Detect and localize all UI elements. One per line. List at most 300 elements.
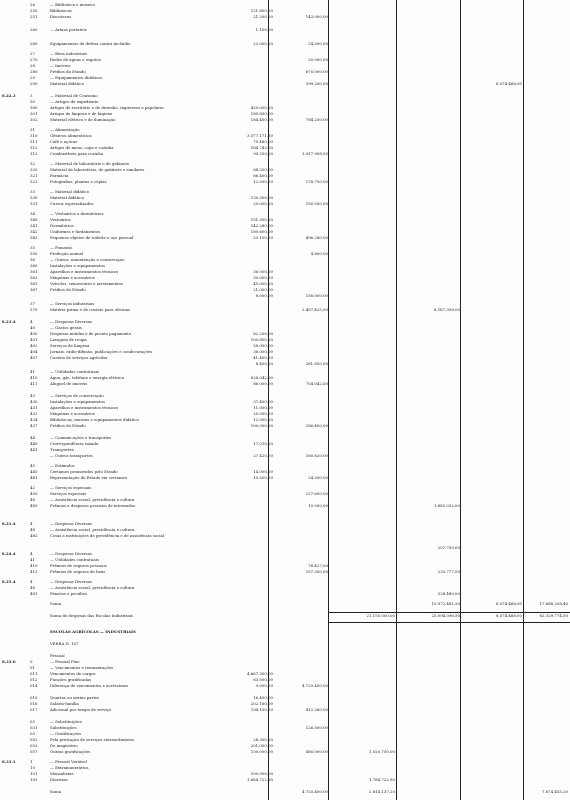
ledger-row bbox=[0, 630, 570, 635]
total-rule-bottom bbox=[328, 622, 570, 623]
amount-c1: 63.000,00 bbox=[253, 677, 273, 682]
ledger-row bbox=[0, 356, 570, 361]
item-description: Máquinas e acessórios bbox=[50, 275, 95, 280]
item-description: Produção animal bbox=[50, 251, 84, 256]
item-code: 017 bbox=[30, 707, 38, 712]
item-code: 440 bbox=[30, 469, 38, 474]
amount-c2: 3.917.908,50 bbox=[302, 151, 328, 156]
amount-c1: 201.000,00 bbox=[250, 743, 273, 748]
amount-c1: 12.000,00 bbox=[253, 417, 273, 422]
ledger-row bbox=[0, 726, 570, 731]
item-description: Pela prestação de serviços extraordinários bbox=[50, 737, 134, 742]
item-description: Fotografias, plantas e cópias bbox=[50, 179, 107, 184]
item-description: Transportes bbox=[50, 447, 74, 452]
item-description: Farmácia bbox=[50, 173, 69, 178]
item-description: Equipamentos de defesa contra incêndio bbox=[50, 41, 131, 46]
item-code: 053 bbox=[30, 743, 38, 748]
item-description: Jornais, rádio-difusão, publicações e condecorações bbox=[50, 349, 153, 354]
item-code: 1 bbox=[30, 759, 33, 764]
amount-c2: 2.497.425,00 bbox=[302, 307, 328, 312]
ledger-row bbox=[0, 3, 570, 8]
amount-c1: 21.200,00 bbox=[253, 14, 273, 19]
ledger-row bbox=[0, 750, 570, 755]
amount-c2: 4.720.400,00 bbox=[302, 789, 328, 794]
amount-c1: 151.300,00 bbox=[250, 217, 273, 222]
amount-c6: 62.329.774,50 bbox=[539, 613, 568, 618]
amount-c1: 189.600,00 bbox=[250, 229, 273, 234]
item-code: 401 bbox=[30, 337, 38, 342]
item-description: Aparelhos e instrumentos técnicos bbox=[50, 405, 119, 410]
item-code: 4 bbox=[30, 579, 33, 584]
item-code: 300 bbox=[30, 105, 38, 110]
amount-c1: 99.550,00 bbox=[253, 151, 273, 156]
item-code: 485 bbox=[30, 503, 38, 508]
item-description: Aluguel de imóveis bbox=[50, 381, 88, 386]
item-code: 313 bbox=[30, 151, 38, 156]
item-description: Soma bbox=[50, 789, 62, 794]
amount-c1: 14.000,00 bbox=[253, 469, 273, 474]
item-code: 362 bbox=[30, 275, 38, 280]
item-code: 361 bbox=[30, 269, 38, 274]
ledger-row bbox=[0, 602, 570, 607]
item-code: 402 bbox=[30, 343, 38, 348]
ledger-row bbox=[0, 288, 570, 293]
item-code: 48 bbox=[30, 527, 35, 532]
item-description: De magistério bbox=[50, 743, 78, 748]
amount-c1: 100.800,00 bbox=[250, 337, 273, 342]
item-description: Substituições bbox=[50, 725, 77, 730]
item-code: 251 bbox=[30, 14, 38, 19]
item-description: — Comunicações e transportes bbox=[50, 435, 112, 440]
amount-c1: 16.400,00 bbox=[253, 695, 273, 700]
item-code: 057 bbox=[30, 749, 38, 754]
item-code: 290 bbox=[30, 81, 38, 86]
ledger-row bbox=[0, 454, 570, 459]
section-code: 8.25.4 bbox=[2, 579, 16, 584]
amount-c2: 150.500,00 bbox=[305, 201, 328, 206]
item-code: 432 bbox=[30, 411, 38, 416]
item-code: 10 bbox=[30, 765, 35, 770]
item-code: 360 bbox=[30, 263, 38, 268]
item-code: 48 bbox=[30, 497, 35, 502]
item-description: Vencimentos de cargos bbox=[50, 671, 96, 676]
item-description: Material didático bbox=[50, 195, 84, 200]
item-description: Quartas ou sextas partes bbox=[50, 695, 100, 700]
item-description: Instalações e equipamentos bbox=[50, 263, 105, 268]
ledger-row bbox=[0, 442, 570, 447]
item-code: 331 bbox=[30, 201, 38, 206]
amount-c1: 100.000,00 bbox=[250, 771, 273, 776]
ledger-row bbox=[0, 738, 570, 743]
item-code: 301 bbox=[30, 111, 38, 116]
item-code: 28 bbox=[30, 63, 35, 68]
item-description: Artigos de limpeza e de higiene bbox=[50, 111, 113, 116]
amount-c1: 4.667.300,00 bbox=[247, 671, 273, 676]
amount-c2: 4.800,00 bbox=[310, 251, 328, 256]
ledger-row bbox=[0, 168, 570, 173]
ledger-row bbox=[0, 212, 570, 217]
item-code: 400 bbox=[30, 331, 38, 336]
item-description: Prédios do Estado bbox=[50, 423, 86, 428]
item-description: Artigos de escritório e de desenho, impressos e papelaria bbox=[50, 105, 164, 110]
amount-c4: 207.750,00 bbox=[437, 545, 460, 550]
item-description: Combustíveis para cozinha bbox=[50, 151, 104, 156]
item-description: Dormitórios bbox=[50, 223, 74, 228]
amount-c1: 23.000,00 bbox=[253, 41, 273, 46]
item-description: — Substituições bbox=[50, 719, 82, 724]
section-code: 8.21.4 bbox=[2, 521, 16, 526]
amount-c1: 130.500,00 bbox=[250, 195, 273, 200]
amount-c1: 20.000,00 bbox=[253, 201, 273, 206]
item-description: — Extranumerários bbox=[50, 765, 89, 770]
item-code: 4 bbox=[30, 551, 33, 556]
item-description: Lavagem de roupa bbox=[50, 337, 87, 342]
ledger-row bbox=[0, 76, 570, 81]
item-code: 437 bbox=[30, 423, 38, 428]
ledger-row bbox=[0, 534, 570, 539]
item-description: — Serviços de conservação bbox=[50, 393, 104, 398]
amount-c1: 36.000,00 bbox=[253, 349, 273, 354]
amount-c1: 88.200,00 bbox=[253, 167, 273, 172]
amount-c1: 628.042,00 bbox=[250, 375, 273, 380]
item-description: Vestuários bbox=[50, 217, 71, 222]
item-code: 015 bbox=[30, 695, 38, 700]
item-description: Cursos especializados bbox=[50, 201, 94, 206]
item-code: 43 bbox=[30, 393, 35, 398]
item-description: Prêmios e despesas pessoais de internados bbox=[50, 503, 136, 508]
item-description: Pessoal bbox=[50, 653, 65, 658]
amount-c1: 184.400,00 bbox=[250, 117, 273, 122]
amount-c3: 1.784.722,90 bbox=[369, 777, 395, 782]
ledger-row bbox=[0, 42, 570, 47]
item-description: Custeio de serviços agrícolas bbox=[50, 355, 108, 360]
item-code: 410 bbox=[30, 375, 38, 380]
item-code: 30 bbox=[30, 99, 35, 104]
ledger-row bbox=[0, 696, 570, 701]
amount-c1: 100.000,00 bbox=[250, 423, 273, 428]
amount-c1: 86.400,00 bbox=[253, 173, 273, 178]
item-description: Prédios do Estado bbox=[50, 69, 86, 74]
item-description: Soma bbox=[50, 601, 62, 606]
amount-c2: 286.400,00 bbox=[305, 423, 328, 428]
item-description: — Imóveis bbox=[50, 63, 71, 68]
amount-c2: 704.042,00 bbox=[305, 381, 328, 386]
item-description: — Gastos gerais bbox=[50, 325, 82, 330]
amount-c2: 160.620,00 bbox=[305, 453, 328, 458]
ledger-row bbox=[0, 684, 570, 689]
item-description: — Despesas Diversas bbox=[50, 319, 92, 324]
item-description: Correspondência taxada bbox=[50, 441, 99, 446]
item-description: — Biblioteca e museus bbox=[50, 2, 95, 7]
item-code: 34 bbox=[30, 211, 35, 216]
item-code: 103 bbox=[30, 777, 38, 782]
item-description: — Material didático bbox=[50, 189, 90, 194]
item-code: 01 bbox=[30, 665, 35, 670]
item-code: 4 bbox=[30, 319, 33, 324]
ledger-row bbox=[0, 294, 570, 299]
amount-c2: 399.200,00 bbox=[305, 81, 328, 86]
ledger-row bbox=[0, 720, 570, 725]
item-code: 431 bbox=[30, 405, 38, 410]
ledger-row bbox=[0, 504, 570, 509]
amount-c5: 6.574.468,00 bbox=[496, 81, 522, 86]
item-description: — Serviços especiais bbox=[50, 485, 92, 490]
item-code: 42 bbox=[30, 485, 35, 490]
ledger-row bbox=[0, 15, 570, 20]
amount-c1: 420.000,00 bbox=[250, 105, 273, 110]
ledger-row bbox=[0, 236, 570, 241]
item-code: 410 bbox=[30, 563, 38, 568]
item-description: — Vencimentos e remunerações bbox=[50, 665, 114, 670]
amount-c1: 164.743,00 bbox=[250, 145, 273, 150]
item-description: — Assistência social, previdência e cultura bbox=[50, 497, 135, 502]
ledger-row bbox=[0, 766, 570, 771]
amount-c2: 261.850,00 bbox=[305, 361, 328, 366]
ledger-row bbox=[0, 218, 570, 223]
item-description: Material de laboratório, de gabinete e similares bbox=[50, 167, 145, 172]
amount-c2: 4.720.400,00 bbox=[302, 683, 328, 688]
item-description: — Assistência social, previdência e cultura bbox=[50, 527, 135, 532]
item-code: 343 bbox=[30, 235, 38, 240]
item-code: 27 bbox=[30, 51, 35, 56]
item-code: 03 bbox=[30, 719, 35, 724]
section-code: 8.33.0 bbox=[2, 659, 16, 664]
item-description: Bibliotecas bbox=[50, 8, 72, 13]
amount-c1: 142.280,00 bbox=[250, 223, 273, 228]
amount-c5: 6.574.468,00 bbox=[496, 601, 522, 606]
item-code: 40 bbox=[30, 325, 35, 330]
amount-c1: 27.420,00 bbox=[253, 453, 273, 458]
ledger-row bbox=[0, 424, 570, 429]
amount-c1: 8.000,00 bbox=[255, 293, 273, 298]
item-code: 45 bbox=[30, 463, 35, 468]
amount-c4: 10.972.481,50 bbox=[431, 601, 460, 606]
item-description: Prêmios de seguros pessoais bbox=[50, 563, 107, 568]
item-description: — Material de laboratório e de gabinete bbox=[50, 161, 130, 166]
ledger-row bbox=[0, 152, 570, 157]
ledger-row bbox=[0, 592, 570, 597]
item-code: 012 bbox=[30, 677, 38, 682]
item-description: Pensões e pecúlios bbox=[50, 591, 87, 596]
amount-c1: 82.200,00 bbox=[253, 331, 273, 336]
amount-c2: 178.750,00 bbox=[305, 179, 328, 184]
amount-c1: 58.950,00 bbox=[253, 343, 273, 348]
amount-c2: 480.000,00 bbox=[305, 749, 328, 754]
item-description: — Despesas Diversas bbox=[50, 551, 92, 556]
item-description: Adicional por tempo de serviço bbox=[50, 707, 112, 712]
amount-c1: 12.000,00 bbox=[253, 179, 273, 184]
item-description: Cotas a instituições de previdência e de assistência social bbox=[50, 533, 165, 538]
amount-c2: 157.350,00 bbox=[305, 569, 328, 574]
ledger-row bbox=[0, 476, 570, 481]
item-code: 322 bbox=[30, 179, 38, 184]
item-description: — Alimentação bbox=[50, 127, 80, 132]
item-code: 41 bbox=[30, 557, 35, 562]
item-code: 052 bbox=[30, 737, 38, 742]
amount-c4: 528.480,00 bbox=[437, 591, 460, 596]
amount-c2: 784.250,00 bbox=[305, 117, 328, 122]
item-description: — Despesas Diversas bbox=[50, 579, 92, 584]
item-description: — Outros, manutenção e conservação bbox=[50, 257, 125, 262]
item-description: Prêmios de seguros de bens bbox=[50, 569, 106, 574]
item-code: 48 bbox=[30, 585, 35, 590]
item-code: 413 bbox=[30, 569, 38, 574]
ledger-row bbox=[0, 790, 570, 795]
amount-c1: 150.000,00 bbox=[250, 749, 273, 754]
item-code: 37 bbox=[30, 301, 35, 306]
item-description: Água, gás, telefone e energia elétrica bbox=[50, 375, 124, 380]
amount-c2: 227.600,00 bbox=[305, 491, 328, 496]
item-code: 31 bbox=[30, 127, 35, 132]
amount-c2: 20.000,00 bbox=[308, 57, 328, 62]
item-description: Certames promovidos pelo Estado bbox=[50, 469, 118, 474]
item-code: 350 bbox=[30, 251, 38, 256]
amount-c1: 1.100,00 bbox=[255, 27, 273, 32]
ledger-row bbox=[0, 58, 570, 63]
item-code: 0 bbox=[30, 659, 33, 664]
item-code: 312 bbox=[30, 145, 38, 150]
item-description: — Bens industriais bbox=[50, 51, 87, 56]
section-code: 8.33.1 bbox=[2, 759, 16, 764]
item-description: Uniformes e fardamentos bbox=[50, 229, 101, 234]
amount-c1: 202.160,00 bbox=[250, 701, 273, 706]
item-code: 280 bbox=[30, 69, 38, 74]
item-description: Bibliotecas, museus e equipamentos didático bbox=[50, 417, 139, 422]
item-description: — Gratificações bbox=[50, 731, 82, 736]
amount-c1: 194.100,00 bbox=[250, 707, 273, 712]
item-description: Café e açúcar bbox=[50, 139, 78, 144]
item-code: 341 bbox=[30, 223, 38, 228]
ledger-row bbox=[0, 9, 570, 14]
amount-c1: 17.010,00 bbox=[253, 441, 273, 446]
item-description: Gêneros alimentícios bbox=[50, 133, 92, 138]
ledger-row bbox=[0, 772, 570, 777]
item-code: 430 bbox=[30, 399, 38, 404]
item-code: 4 bbox=[30, 521, 33, 526]
amount-c1: 3.577.171,50 bbox=[247, 133, 273, 138]
item-code: 321 bbox=[30, 173, 38, 178]
item-code: 26 bbox=[30, 2, 35, 7]
item-description: Salário-família bbox=[50, 701, 79, 706]
item-description: — Outros transportes bbox=[50, 453, 93, 458]
amount-c1: 25.000,00 bbox=[253, 411, 273, 416]
ledger-row bbox=[0, 180, 570, 185]
item-code: 441 bbox=[30, 447, 38, 452]
item-code: 33 bbox=[30, 189, 35, 194]
item-code: 05 bbox=[30, 731, 35, 736]
ledger-row bbox=[0, 570, 570, 575]
ledger-row bbox=[0, 246, 570, 251]
ledger-row bbox=[0, 320, 570, 325]
item-description: Instalações e equipamentos bbox=[50, 399, 105, 404]
item-description: — Equipamentos didáticos bbox=[50, 75, 103, 80]
item-description: — Estímulos bbox=[50, 463, 75, 468]
item-code: 440 bbox=[30, 441, 38, 446]
ledger-row bbox=[0, 362, 570, 367]
amount-c1: 30.000,00 bbox=[253, 275, 273, 280]
item-description: Serviços de limpeza bbox=[50, 343, 90, 348]
amount-c2: 158.000,00 bbox=[305, 293, 328, 298]
amount-c4: 8.187.358,00 bbox=[434, 307, 460, 312]
item-description: VERBA N. 107 bbox=[50, 641, 79, 646]
item-description: Diferença de vencimentos e acréscimos bbox=[50, 683, 129, 688]
item-code: 014 bbox=[30, 683, 38, 688]
amount-c3: 2.814.137,20 bbox=[369, 789, 395, 794]
amount-c1: 9.000,00 bbox=[255, 683, 273, 688]
item-description: Redes de águas e esgotos bbox=[50, 57, 101, 62]
item-code: 41 bbox=[30, 369, 35, 374]
amount-c1: 36.000,00 bbox=[253, 269, 273, 274]
item-code: 450 bbox=[30, 491, 38, 496]
amount-c3: 1.020.750,00 bbox=[369, 749, 395, 754]
item-description: — Pessoal Variável bbox=[50, 759, 87, 764]
item-code: 101 bbox=[30, 771, 38, 776]
ledger-row bbox=[0, 642, 570, 647]
amount-c3: 21.155.000,00 bbox=[366, 613, 395, 618]
item-description: Outras gratificações bbox=[50, 749, 91, 754]
ledger-row bbox=[0, 134, 570, 139]
item-description: Material didático bbox=[50, 81, 84, 86]
amount-c2: 670.000,00 bbox=[305, 69, 328, 74]
item-description: — Armas portateis bbox=[50, 27, 87, 32]
ledger-row bbox=[0, 28, 570, 33]
amount-c2: 76.427,00 bbox=[308, 563, 328, 568]
item-code: 250 bbox=[30, 8, 38, 13]
amount-c6: 7.674.453,20 bbox=[542, 789, 568, 794]
item-code: 310 bbox=[30, 133, 38, 138]
item-code: 3 bbox=[30, 93, 33, 98]
item-description: — Utilidades contratuais bbox=[50, 369, 99, 374]
amount-c1: 11.000,00 bbox=[253, 405, 273, 410]
ledger-row bbox=[0, 654, 570, 659]
amount-c2: 496.280,00 bbox=[305, 235, 328, 240]
ledger-row bbox=[0, 308, 570, 313]
section-code: 8.24.4 bbox=[2, 551, 16, 556]
ledger-row bbox=[0, 118, 570, 123]
item-code: 270 bbox=[30, 57, 38, 62]
ledger-row bbox=[0, 82, 570, 87]
amount-c2: 10.000,00 bbox=[308, 503, 328, 508]
item-description: Representação do Estado em certames bbox=[50, 475, 127, 480]
item-code: 441 bbox=[30, 475, 38, 480]
item-description: Discotecas bbox=[50, 14, 72, 19]
item-code: 404 bbox=[30, 349, 38, 354]
item-description: — Fomento bbox=[50, 245, 73, 250]
item-description: — Material de Consumo bbox=[50, 93, 98, 98]
amount-c1: 1.684.722,90 bbox=[247, 777, 273, 782]
amount-c1: 121.800,00 bbox=[250, 8, 273, 13]
amount-c4: 1.685.032,00 bbox=[434, 503, 460, 508]
item-description: Serviços especiais bbox=[50, 491, 87, 496]
amount-c2: 126.500,00 bbox=[305, 725, 328, 730]
amount-c4: 25.094.096,50 bbox=[431, 613, 460, 618]
amount-c1: 10.500,00 bbox=[253, 475, 273, 480]
ledger-row bbox=[0, 614, 570, 619]
ledger-row bbox=[0, 778, 570, 783]
item-description: — Serviços industriais bbox=[50, 301, 95, 306]
item-code: 434 bbox=[30, 417, 38, 422]
amount-c5: 8.574.468,00 bbox=[496, 613, 522, 618]
item-description: Aparelhos e instrumentos técnicos bbox=[50, 269, 119, 274]
item-code: 44 bbox=[30, 435, 35, 440]
item-description: Pequenos objetos de toilette e uso pessoal bbox=[50, 235, 134, 240]
item-description: Material elétrico e de iluminação bbox=[50, 117, 116, 122]
amount-c1: 21.000,00 bbox=[253, 287, 273, 292]
amount-c1: 79.480,00 bbox=[253, 139, 273, 144]
item-description: Funções gratificadas bbox=[50, 677, 92, 682]
item-description: ESCOLAS AGRÍCOLAS — INDUSTRIAIS bbox=[50, 629, 136, 634]
section-code: 8.22.3 bbox=[2, 93, 16, 98]
